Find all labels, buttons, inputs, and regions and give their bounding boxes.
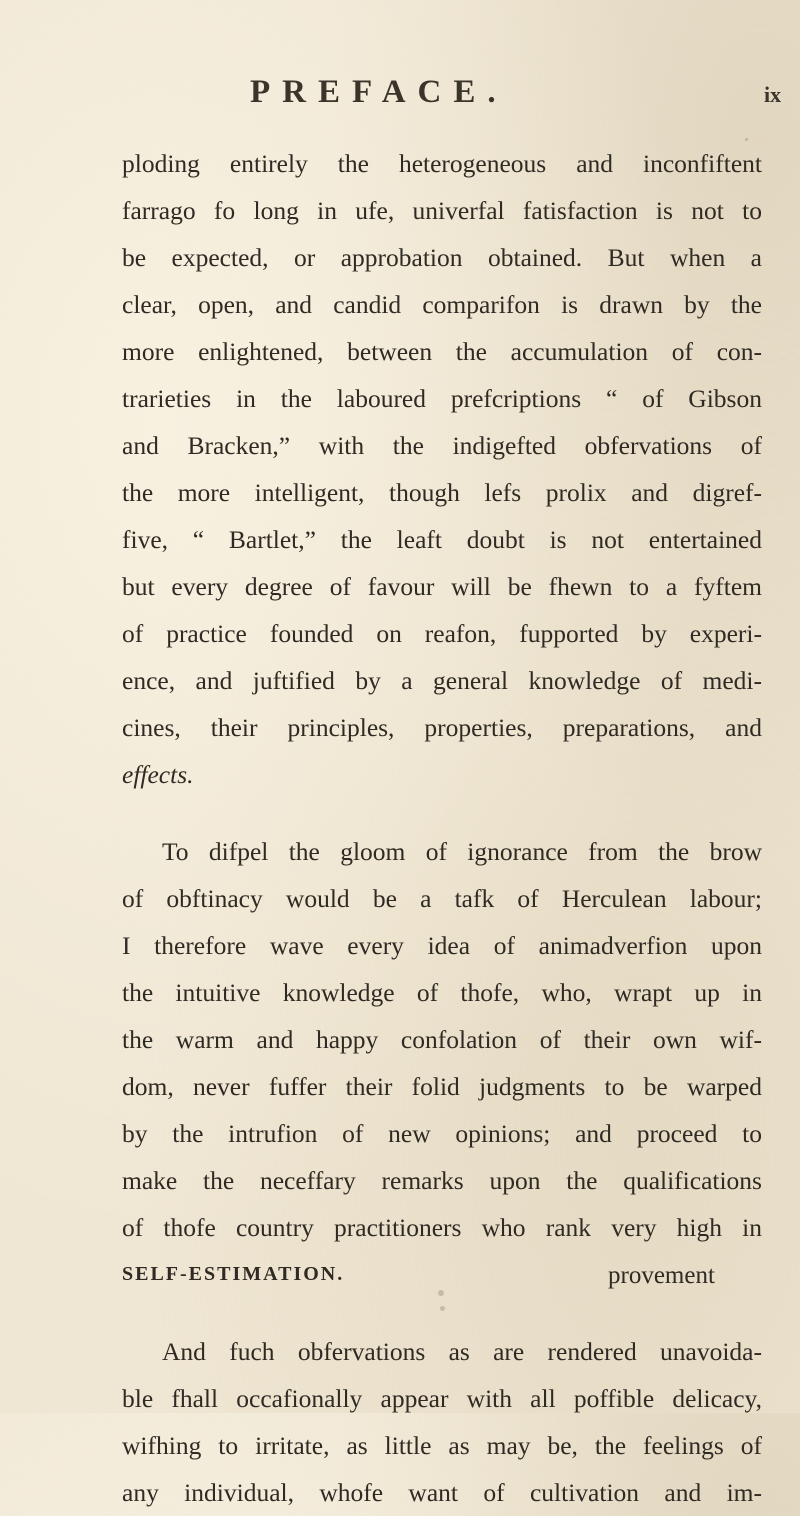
ink-speck: [438, 1290, 444, 1296]
text-line: trarieties in the laboured prefcriptions “ of Gibson: [122, 384, 762, 413]
text-line: five, “ Bartlet,” the leaft doubt is not entertained: [122, 525, 762, 554]
text-line: effects.: [122, 760, 194, 789]
text-line: SELF-ESTIMATION.: [122, 1263, 345, 1285]
text-line: any individual, whofe want of cultivation and im-: [122, 1478, 762, 1507]
text-line: by the intrufion of new opinions; and proceed to: [122, 1119, 762, 1148]
text-line: farrago fo long in ufe, univerfal fatisfaction is not to: [122, 196, 762, 225]
paragraph: [122, 828, 762, 1298]
text-line: ploding entirely the heterogeneous and inconfiftent: [122, 149, 762, 178]
text-line: wifhing to irritate, as little as may be, the feelings of: [122, 1431, 762, 1460]
text-line: the intuitive knowledge of thofe, who, wrapt up in: [122, 978, 762, 1007]
text-line: And fuch obfervations as are rendered unavoida-: [162, 1337, 762, 1366]
text-line: To difpel the gloom of ignorance from the brow: [162, 837, 762, 866]
catchword: provement: [608, 1262, 715, 1289]
running-head: PREFACE.: [250, 74, 508, 110]
ink-speck: [745, 138, 748, 141]
text-line: dom, never fuffer their folid judgments to be warped: [122, 1072, 762, 1101]
text-line: but every degree of favour will be fhewn to a fyftem: [122, 572, 762, 601]
paragraph-gap: [122, 1298, 762, 1328]
text-line: of practice founded on reafon, fupported by experi-: [122, 619, 762, 648]
text-line: the more intelligent, though lefs prolix and digref-: [122, 478, 762, 507]
paragraph: [122, 1328, 762, 1516]
text-line: I therefore wave every idea of animadverfion upon: [122, 931, 762, 960]
text-line: ble fhall occafionally appear with all poffible delicacy,: [122, 1384, 762, 1413]
ink-speck: [440, 1306, 445, 1311]
text-line: be expected, or approbation obtained. But when a: [122, 243, 762, 272]
text-line: the warm and happy confolation of their own wif-: [122, 1025, 762, 1054]
text-line: cines, their principles, properties, preparations, and: [122, 713, 762, 742]
page-number: ix: [764, 82, 782, 107]
text-line: of thofe country practitioners who rank very high in: [122, 1213, 762, 1242]
text-line: more enlightened, between the accumulation of con-: [122, 337, 762, 366]
text-line: of obftinacy would be a tafk of Herculean labour;: [122, 884, 762, 913]
text-line: ence, and juftified by a general knowledge of medi-: [122, 666, 762, 695]
paragraph: [122, 140, 762, 798]
text-line: and Bracken,” with the indigefted obfervations of: [122, 431, 762, 460]
text-line: make the neceffary remarks upon the qualifications: [122, 1166, 762, 1195]
text-line: clear, open, and candid comparifon is drawn by the: [122, 290, 762, 319]
paragraph-gap: [122, 798, 762, 828]
